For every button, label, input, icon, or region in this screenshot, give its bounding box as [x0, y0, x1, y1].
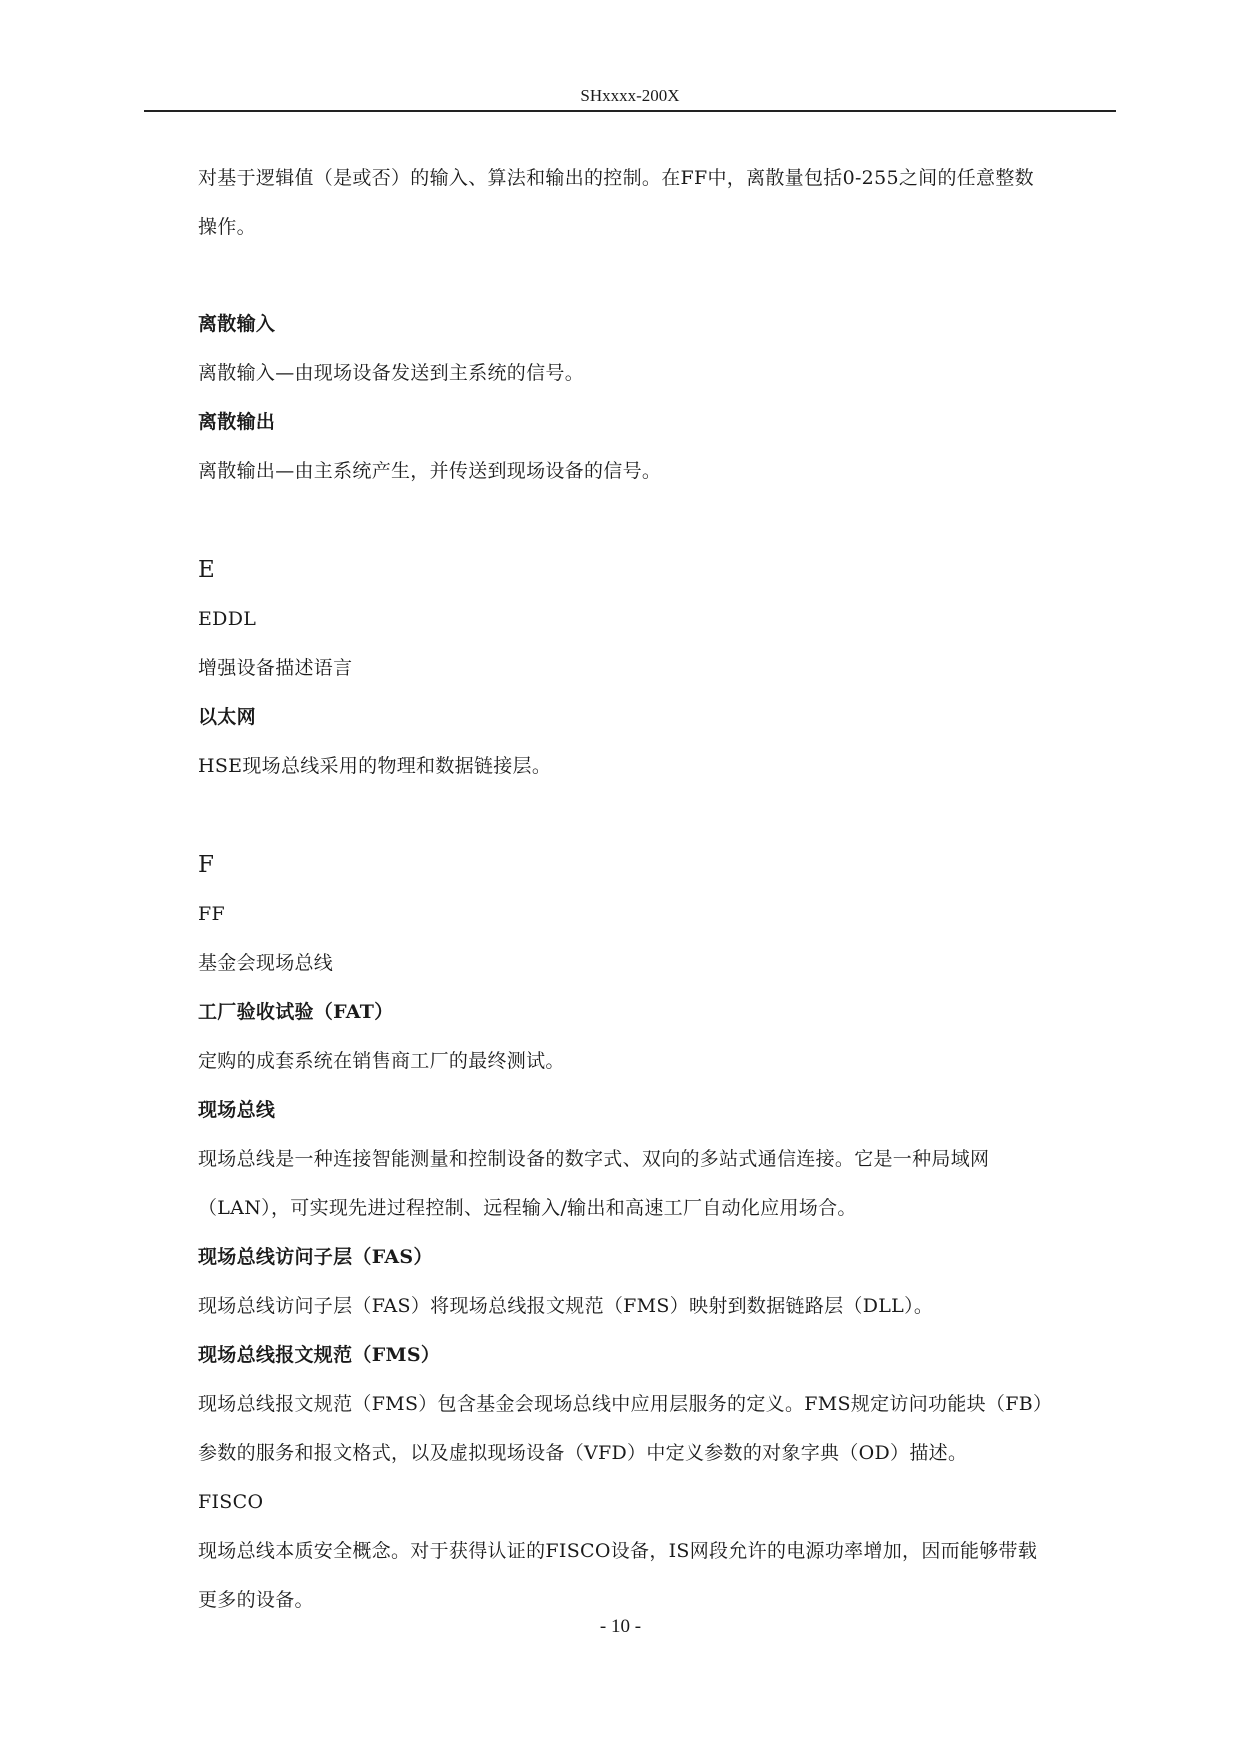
definition: HSE现场总线采用的物理和数据链接层。: [198, 755, 552, 777]
term-fms: 现场总线报文规范（FMS）: [198, 1344, 441, 1366]
definition: 离散输出—由主系统产生，并传送到现场设备的信号。: [198, 460, 662, 482]
definition: 现场总线是一种连接智能测量和控制设备的数字式、双向的多站式通信连接。它是一种局域网: [198, 1148, 990, 1170]
definition: 离散输入—由现场设备发送到主系统的信号。: [198, 362, 585, 384]
term-discrete-input: 离散输入: [198, 313, 276, 335]
document-body: [198, 154, 1118, 1625]
term-fisco: FISCO: [198, 1491, 264, 1513]
page-header: SHxxxx-200X: [580, 86, 680, 105]
definition: 现场总线报文规范（FMS）包含基金会现场总线中应用层服务的定义。FMS规定访问功能块（FB）: [198, 1393, 1053, 1415]
term-fas: 现场总线访问子层（FAS）: [198, 1246, 433, 1268]
definition: 更多的设备。: [198, 1589, 314, 1611]
intro-line: 对基于逻辑值（是或否）的输入、算法和输出的控制。在FF中，离散量包括0-255之间的任意整数: [198, 167, 1034, 189]
page-number: - 10 -: [599, 1616, 642, 1637]
intro-line: 操作。: [198, 216, 256, 238]
term-eddl: EDDL: [198, 608, 257, 630]
term-discrete-output: 离散输出: [198, 411, 276, 433]
definition: （LAN），可实现先进过程控制、远程输入/输出和高速工厂自动化应用场合。: [198, 1197, 857, 1219]
definition: 基金会现场总线: [198, 952, 334, 974]
definition: 增强设备描述语言: [198, 657, 353, 679]
definition: 定购的成套系统在销售商工厂的最终测试。: [198, 1050, 565, 1072]
term-ff: FF: [198, 903, 225, 925]
section-letter-f: F: [198, 852, 214, 878]
term-fieldbus: 现场总线: [198, 1099, 276, 1121]
definition: 参数的服务和报文格式，以及虚拟现场设备（VFD）中定义参数的对象字典（OD）描述。: [198, 1442, 968, 1464]
term-fat: 工厂验收试验（FAT）: [198, 1001, 394, 1023]
definition: 现场总线访问子层（FAS）将现场总线报文规范（FMS）映射到数据链路层（DLL）。: [198, 1295, 934, 1317]
spacer: [198, 496, 1118, 546]
spacer: [198, 791, 1118, 841]
definition: 现场总线本质安全概念。对于获得认证的FISCO设备，IS网段允许的电源功率增加，因而能够带载: [198, 1540, 1038, 1562]
term-ethernet: 以太网: [198, 706, 256, 728]
spacer: [198, 252, 1118, 300]
section-letter-e: E: [198, 557, 215, 583]
header-divider: [144, 110, 1116, 112]
